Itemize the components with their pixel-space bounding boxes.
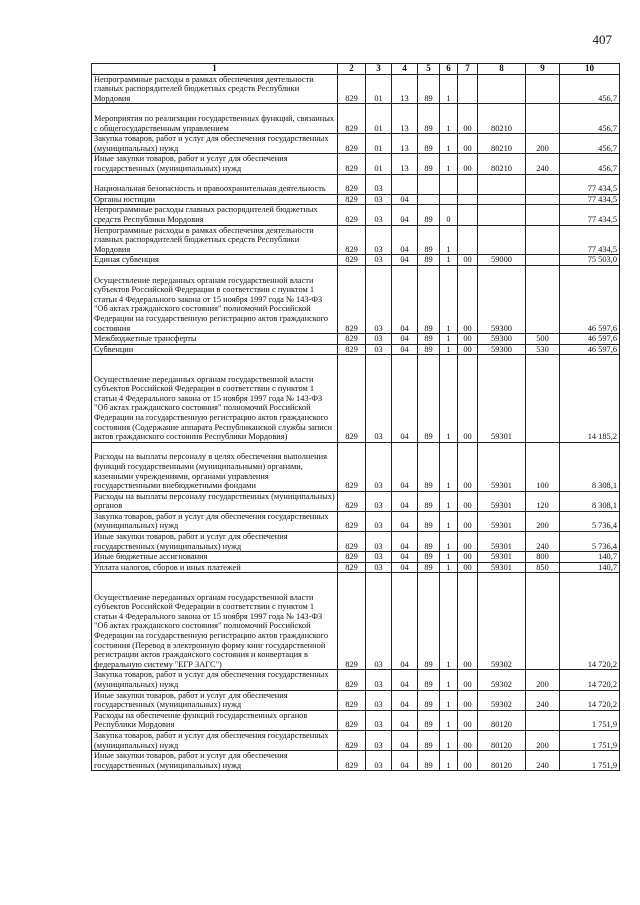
column-header: 8 <box>478 64 526 75</box>
cell-c2: 829 <box>338 355 366 442</box>
cell-c4: 04 <box>392 573 418 670</box>
cell-c7: 00 <box>458 731 478 751</box>
cell-c10: 77 434,5 <box>560 174 620 194</box>
cell-c3: 03 <box>366 573 392 670</box>
cell-c3: 03 <box>366 174 392 194</box>
cell-c6: 1 <box>440 562 458 573</box>
table-row <box>92 104 620 134</box>
table-row <box>92 731 620 751</box>
row-label: Субвенции <box>92 344 338 355</box>
cell-c10: 456,7 <box>560 74 620 104</box>
cell-c3: 03 <box>366 670 392 690</box>
cell-c6: 1 <box>440 154 458 174</box>
cell-c6: 1 <box>440 710 458 730</box>
cell-c8 <box>478 174 526 194</box>
row-label: Иные закупки товаров, работ и услуг для обеспечения государственных (муниципальных) нужд <box>92 154 338 174</box>
cell-c2: 829 <box>338 552 366 563</box>
cell-c3: 03 <box>366 690 392 710</box>
table-row <box>92 670 620 690</box>
cell-c9: 240 <box>526 690 560 710</box>
cell-c3: 03 <box>366 442 392 491</box>
cell-c8 <box>478 225 526 255</box>
cell-c7: 00 <box>458 255 478 266</box>
cell-c4: 04 <box>392 205 418 225</box>
cell-c4: 13 <box>392 74 418 104</box>
row-label: Расходы на выплаты персоналу в целях обеспечения выполнения функций государственными (муниципальными) органами, казенными учреждениями, органами управления государственными внебюджетными фондами <box>92 442 338 491</box>
cell-c5: 89 <box>418 731 440 751</box>
column-header: 1 <box>92 64 338 75</box>
cell-c6: 1 <box>440 670 458 690</box>
cell-c4: 04 <box>392 710 418 730</box>
cell-c7: 00 <box>458 134 478 154</box>
cell-c9: 100 <box>526 442 560 491</box>
cell-c4: 04 <box>392 751 418 771</box>
cell-c4: 13 <box>392 134 418 154</box>
row-label: Закупка товаров, работ и услуг для обеспечения государственных (муниципальных) нужд <box>92 134 338 154</box>
cell-c3: 03 <box>366 731 392 751</box>
cell-c9: 530 <box>526 344 560 355</box>
cell-c9 <box>526 573 560 670</box>
row-label: Органы юстиции <box>92 194 338 205</box>
cell-c4 <box>392 174 418 194</box>
cell-c9 <box>526 74 560 104</box>
cell-c9: 200 <box>526 511 560 531</box>
cell-c10: 1 751,9 <box>560 751 620 771</box>
row-label: Иные закупки товаров, работ и услуг для обеспечения государственных (муниципальных) нужд <box>92 690 338 710</box>
table-body <box>92 74 620 771</box>
column-header: 9 <box>526 64 560 75</box>
cell-c10: 140,7 <box>560 562 620 573</box>
row-label: Закупка товаров, работ и услуг для обеспечения государственных (муниципальных) нужд <box>92 670 338 690</box>
cell-c4: 04 <box>392 670 418 690</box>
cell-c8: 59300 <box>478 265 526 333</box>
cell-c3: 03 <box>366 194 392 205</box>
cell-c5: 89 <box>418 442 440 491</box>
cell-c3: 01 <box>366 74 392 104</box>
table-row <box>92 552 620 563</box>
cell-c9 <box>526 255 560 266</box>
cell-c5 <box>418 174 440 194</box>
cell-c8: 59300 <box>478 344 526 355</box>
cell-c2: 829 <box>338 134 366 154</box>
cell-c3: 03 <box>366 265 392 333</box>
cell-c6: 1 <box>440 344 458 355</box>
cell-c4: 13 <box>392 154 418 174</box>
cell-c2: 829 <box>338 532 366 552</box>
cell-c4: 04 <box>392 562 418 573</box>
cell-c8: 59302 <box>478 670 526 690</box>
row-label: Осуществление переданных органам государственной власти субъектов Российской Федерации в соответствии с пунктом 1 статьи 4 Федерального закона от 15 ноября 1997 года № 143-ФЗ "Об актах гражданского состояния" полномочий Российской Федерации на государственную регистрацию актов гражданского состояния <box>92 265 338 333</box>
cell-c7 <box>458 225 478 255</box>
table-row <box>92 225 620 255</box>
cell-c4: 13 <box>392 104 418 134</box>
cell-c3: 03 <box>366 255 392 266</box>
cell-c10: 46 597,6 <box>560 334 620 345</box>
cell-c4: 04 <box>392 442 418 491</box>
table-row <box>92 255 620 266</box>
cell-c7: 00 <box>458 511 478 531</box>
cell-c9: 850 <box>526 562 560 573</box>
cell-c8 <box>478 205 526 225</box>
table-header-row <box>92 64 620 75</box>
cell-c6: 1 <box>440 265 458 333</box>
cell-c5: 89 <box>418 225 440 255</box>
table-row <box>92 194 620 205</box>
cell-c6 <box>440 194 458 205</box>
cell-c6: 1 <box>440 334 458 345</box>
cell-c10: 456,7 <box>560 134 620 154</box>
row-label: Мероприятия по реализации государственных функций, связанных с общегосударственным управлением <box>92 104 338 134</box>
cell-c4: 04 <box>392 511 418 531</box>
table-row <box>92 355 620 442</box>
cell-c5: 89 <box>418 334 440 345</box>
column-header: 3 <box>366 64 392 75</box>
cell-c10: 14 720,2 <box>560 670 620 690</box>
column-header: 7 <box>458 64 478 75</box>
cell-c10: 14 185,2 <box>560 355 620 442</box>
cell-c10: 14 720,2 <box>560 690 620 710</box>
cell-c3: 03 <box>366 355 392 442</box>
cell-c4: 04 <box>392 552 418 563</box>
cell-c8: 59301 <box>478 552 526 563</box>
cell-c7: 00 <box>458 532 478 552</box>
table-row <box>92 134 620 154</box>
cell-c7: 00 <box>458 562 478 573</box>
table-row <box>92 690 620 710</box>
cell-c5: 89 <box>418 134 440 154</box>
cell-c2: 829 <box>338 344 366 355</box>
cell-c3: 03 <box>366 532 392 552</box>
cell-c8: 59301 <box>478 511 526 531</box>
cell-c2: 829 <box>338 491 366 511</box>
cell-c5: 89 <box>418 552 440 563</box>
cell-c7: 00 <box>458 355 478 442</box>
cell-c3: 01 <box>366 134 392 154</box>
cell-c9: 200 <box>526 731 560 751</box>
cell-c3: 03 <box>366 552 392 563</box>
cell-c10: 77 434,5 <box>560 205 620 225</box>
cell-c5: 89 <box>418 265 440 333</box>
cell-c10: 8 308,1 <box>560 442 620 491</box>
table-row <box>92 751 620 771</box>
cell-c2: 829 <box>338 670 366 690</box>
cell-c8 <box>478 74 526 104</box>
cell-c7 <box>458 205 478 225</box>
cell-c9: 200 <box>526 670 560 690</box>
cell-c5: 89 <box>418 205 440 225</box>
cell-c5: 89 <box>418 690 440 710</box>
cell-c4: 04 <box>392 265 418 333</box>
cell-c6: 1 <box>440 511 458 531</box>
cell-c2: 829 <box>338 174 366 194</box>
cell-c8: 59000 <box>478 255 526 266</box>
page-number: 407 <box>592 32 612 47</box>
cell-c5: 89 <box>418 154 440 174</box>
cell-c5 <box>418 194 440 205</box>
cell-c9 <box>526 194 560 205</box>
cell-c9 <box>526 205 560 225</box>
cell-c8: 59301 <box>478 491 526 511</box>
cell-c7: 00 <box>458 690 478 710</box>
cell-c2: 829 <box>338 265 366 333</box>
row-label: Непрограммные расходы главных распорядителей бюджетных средств Республики Мордовия <box>92 205 338 225</box>
column-header: 10 <box>560 64 620 75</box>
cell-c3: 03 <box>366 205 392 225</box>
cell-c4: 04 <box>392 355 418 442</box>
cell-c5: 89 <box>418 562 440 573</box>
cell-c7: 00 <box>458 573 478 670</box>
cell-c2: 829 <box>338 154 366 174</box>
cell-c6: 1 <box>440 491 458 511</box>
cell-c5: 89 <box>418 344 440 355</box>
cell-c9 <box>526 265 560 333</box>
cell-c10: 5 736,4 <box>560 511 620 531</box>
cell-c4: 04 <box>392 532 418 552</box>
cell-c5: 89 <box>418 511 440 531</box>
cell-c8: 59300 <box>478 334 526 345</box>
row-label: Расходы на обеспечение функций государственных органов Республики Мордовия <box>92 710 338 730</box>
cell-c4: 04 <box>392 690 418 710</box>
cell-c3: 03 <box>366 225 392 255</box>
cell-c5: 89 <box>418 710 440 730</box>
cell-c8: 80210 <box>478 134 526 154</box>
row-label: Иные закупки товаров, работ и услуг для обеспечения государственных (муниципальных) нужд <box>92 532 338 552</box>
cell-c5: 89 <box>418 255 440 266</box>
cell-c5: 89 <box>418 532 440 552</box>
cell-c5: 89 <box>418 491 440 511</box>
cell-c2: 829 <box>338 731 366 751</box>
cell-c5: 89 <box>418 573 440 670</box>
cell-c6 <box>440 174 458 194</box>
cell-c4: 04 <box>392 491 418 511</box>
cell-c4: 04 <box>392 225 418 255</box>
cell-c6: 1 <box>440 690 458 710</box>
row-label: Закупка товаров, работ и услуг для обеспечения государственных (муниципальных) нужд <box>92 511 338 531</box>
cell-c7: 00 <box>458 154 478 174</box>
cell-c8: 59301 <box>478 355 526 442</box>
cell-c5: 89 <box>418 355 440 442</box>
cell-c4: 04 <box>392 731 418 751</box>
cell-c10: 46 597,6 <box>560 344 620 355</box>
cell-c9: 240 <box>526 154 560 174</box>
cell-c2: 829 <box>338 690 366 710</box>
table-row <box>92 573 620 670</box>
column-header: 2 <box>338 64 366 75</box>
cell-c5: 89 <box>418 670 440 690</box>
cell-c10: 456,7 <box>560 104 620 134</box>
row-label: Единая субвенция <box>92 255 338 266</box>
row-label: Непрограммные расходы в рамках обеспечения деятельности главных распорядителей бюджетных средств Республики Мордовия <box>92 225 338 255</box>
cell-c9 <box>526 104 560 134</box>
cell-c3: 03 <box>366 710 392 730</box>
cell-c9: 500 <box>526 334 560 345</box>
cell-c3: 03 <box>366 334 392 345</box>
cell-c5: 89 <box>418 104 440 134</box>
cell-c6: 1 <box>440 225 458 255</box>
cell-c3: 03 <box>366 491 392 511</box>
table-row <box>92 710 620 730</box>
table-row <box>92 265 620 333</box>
cell-c2: 829 <box>338 104 366 134</box>
cell-c8: 80120 <box>478 751 526 771</box>
cell-c10: 1 751,9 <box>560 710 620 730</box>
cell-c3: 03 <box>366 562 392 573</box>
cell-c3: 03 <box>366 344 392 355</box>
cell-c6: 0 <box>440 205 458 225</box>
cell-c4: 04 <box>392 344 418 355</box>
cell-c2: 829 <box>338 74 366 104</box>
cell-c8: 59301 <box>478 442 526 491</box>
cell-c2: 829 <box>338 255 366 266</box>
cell-c6: 1 <box>440 255 458 266</box>
cell-c10: 75 503,0 <box>560 255 620 266</box>
cell-c7 <box>458 74 478 104</box>
column-header: 5 <box>418 64 440 75</box>
cell-c4: 04 <box>392 194 418 205</box>
row-label: Иные закупки товаров, работ и услуг для обеспечения государственных (муниципальных) нужд <box>92 751 338 771</box>
cell-c8: 80210 <box>478 104 526 134</box>
row-label: Закупка товаров, работ и услуг для обеспечения государственных (муниципальных) нужд <box>92 731 338 751</box>
cell-c7 <box>458 174 478 194</box>
cell-c6: 1 <box>440 552 458 563</box>
cell-c10: 77 434,5 <box>560 194 620 205</box>
table-row <box>92 344 620 355</box>
cell-c9 <box>526 225 560 255</box>
cell-c9: 120 <box>526 491 560 511</box>
cell-c3: 01 <box>366 154 392 174</box>
cell-c6: 1 <box>440 355 458 442</box>
cell-c10: 8 308,1 <box>560 491 620 511</box>
cell-c6: 1 <box>440 442 458 491</box>
table-row <box>92 511 620 531</box>
cell-c9 <box>526 174 560 194</box>
cell-c6: 1 <box>440 74 458 104</box>
cell-c2: 829 <box>338 334 366 345</box>
cell-c3: 01 <box>366 104 392 134</box>
cell-c7: 00 <box>458 710 478 730</box>
cell-c10: 77 434,5 <box>560 225 620 255</box>
cell-c8: 59301 <box>478 532 526 552</box>
row-label: Национальная безопасность и правоохранительная деятельность <box>92 174 338 194</box>
cell-c8: 80120 <box>478 710 526 730</box>
row-label: Иные бюджетные ассигнования <box>92 552 338 563</box>
cell-c10: 456,7 <box>560 154 620 174</box>
table-row <box>92 74 620 104</box>
row-label: Межбюджетные трансферты <box>92 334 338 345</box>
cell-c4: 04 <box>392 334 418 345</box>
cell-c8: 59302 <box>478 690 526 710</box>
table-row <box>92 334 620 345</box>
cell-c8: 80210 <box>478 154 526 174</box>
row-label: Осуществление переданных органам государственной власти субъектов Российской Федерации в соответствии с пунктом 1 статьи 4 Федерального закона от 15 ноября 1997 года № 143-ФЗ "Об актах гражданского состояния" полномочий Российской Федерации на государственную регистрацию актов гражданского состояния (Содержание аппарата Республиканской службы записи актов гражданского состояния Республики Мордовия) <box>92 355 338 442</box>
cell-c7: 00 <box>458 442 478 491</box>
cell-c9: 240 <box>526 751 560 771</box>
cell-c3: 03 <box>366 511 392 531</box>
cell-c5: 89 <box>418 751 440 771</box>
row-label: Непрограммные расходы в рамках обеспечения деятельности главных распорядителей бюджетных средств Республики Мордовия <box>92 74 338 104</box>
cell-c4: 04 <box>392 255 418 266</box>
cell-c6: 1 <box>440 573 458 670</box>
cell-c9: 200 <box>526 134 560 154</box>
cell-c6: 1 <box>440 751 458 771</box>
row-label: Расходы на выплаты персоналу государственных (муниципальных) органов <box>92 491 338 511</box>
cell-c7: 00 <box>458 104 478 134</box>
cell-c7: 00 <box>458 751 478 771</box>
table-row <box>92 174 620 194</box>
cell-c3: 03 <box>366 751 392 771</box>
cell-c6: 1 <box>440 731 458 751</box>
cell-c10: 5 736,4 <box>560 532 620 552</box>
cell-c7: 00 <box>458 344 478 355</box>
cell-c7: 00 <box>458 334 478 345</box>
table-row <box>92 154 620 174</box>
cell-c2: 829 <box>338 562 366 573</box>
cell-c2: 829 <box>338 225 366 255</box>
row-label: Осуществление переданных органам государственной власти субъектов Российской Федерации в соответствии с пунктом 1 статьи 4 Федерального закона от 15 ноября 1997 года № 143-ФЗ "Об актах гражданского состояния" полномочий Российской Федерации на государственную регистрацию актов гражданского состояния (Перевод в электронную форму книг государственной регистрации актов гражданского состояния и конвертация в федеральную систему "ЕГР ЗАГС") <box>92 573 338 670</box>
cell-c9: 800 <box>526 552 560 563</box>
cell-c5: 89 <box>418 74 440 104</box>
cell-c7 <box>458 194 478 205</box>
table-row <box>92 491 620 511</box>
column-header: 4 <box>392 64 418 75</box>
table-row <box>92 442 620 491</box>
cell-c10: 140,7 <box>560 552 620 563</box>
table-row <box>92 205 620 225</box>
cell-c6: 1 <box>440 532 458 552</box>
cell-c8 <box>478 194 526 205</box>
cell-c10: 1 751,9 <box>560 731 620 751</box>
cell-c8: 59302 <box>478 573 526 670</box>
budget-table <box>91 63 620 771</box>
cell-c6: 1 <box>440 134 458 154</box>
cell-c7: 00 <box>458 265 478 333</box>
column-header: 6 <box>440 64 458 75</box>
cell-c2: 829 <box>338 710 366 730</box>
cell-c10: 46 597,6 <box>560 265 620 333</box>
cell-c10: 14 720,2 <box>560 573 620 670</box>
table-row <box>92 532 620 552</box>
cell-c2: 829 <box>338 442 366 491</box>
cell-c2: 829 <box>338 194 366 205</box>
cell-c9 <box>526 355 560 442</box>
table-row <box>92 562 620 573</box>
cell-c2: 829 <box>338 751 366 771</box>
cell-c7: 00 <box>458 552 478 563</box>
cell-c9: 240 <box>526 532 560 552</box>
row-label: Уплата налогов, сборов и иных платежей <box>92 562 338 573</box>
cell-c8: 59301 <box>478 562 526 573</box>
cell-c2: 829 <box>338 511 366 531</box>
cell-c9 <box>526 710 560 730</box>
cell-c6: 1 <box>440 104 458 134</box>
cell-c7: 00 <box>458 491 478 511</box>
cell-c8: 80120 <box>478 731 526 751</box>
cell-c7: 00 <box>458 670 478 690</box>
cell-c2: 829 <box>338 205 366 225</box>
cell-c2: 829 <box>338 573 366 670</box>
